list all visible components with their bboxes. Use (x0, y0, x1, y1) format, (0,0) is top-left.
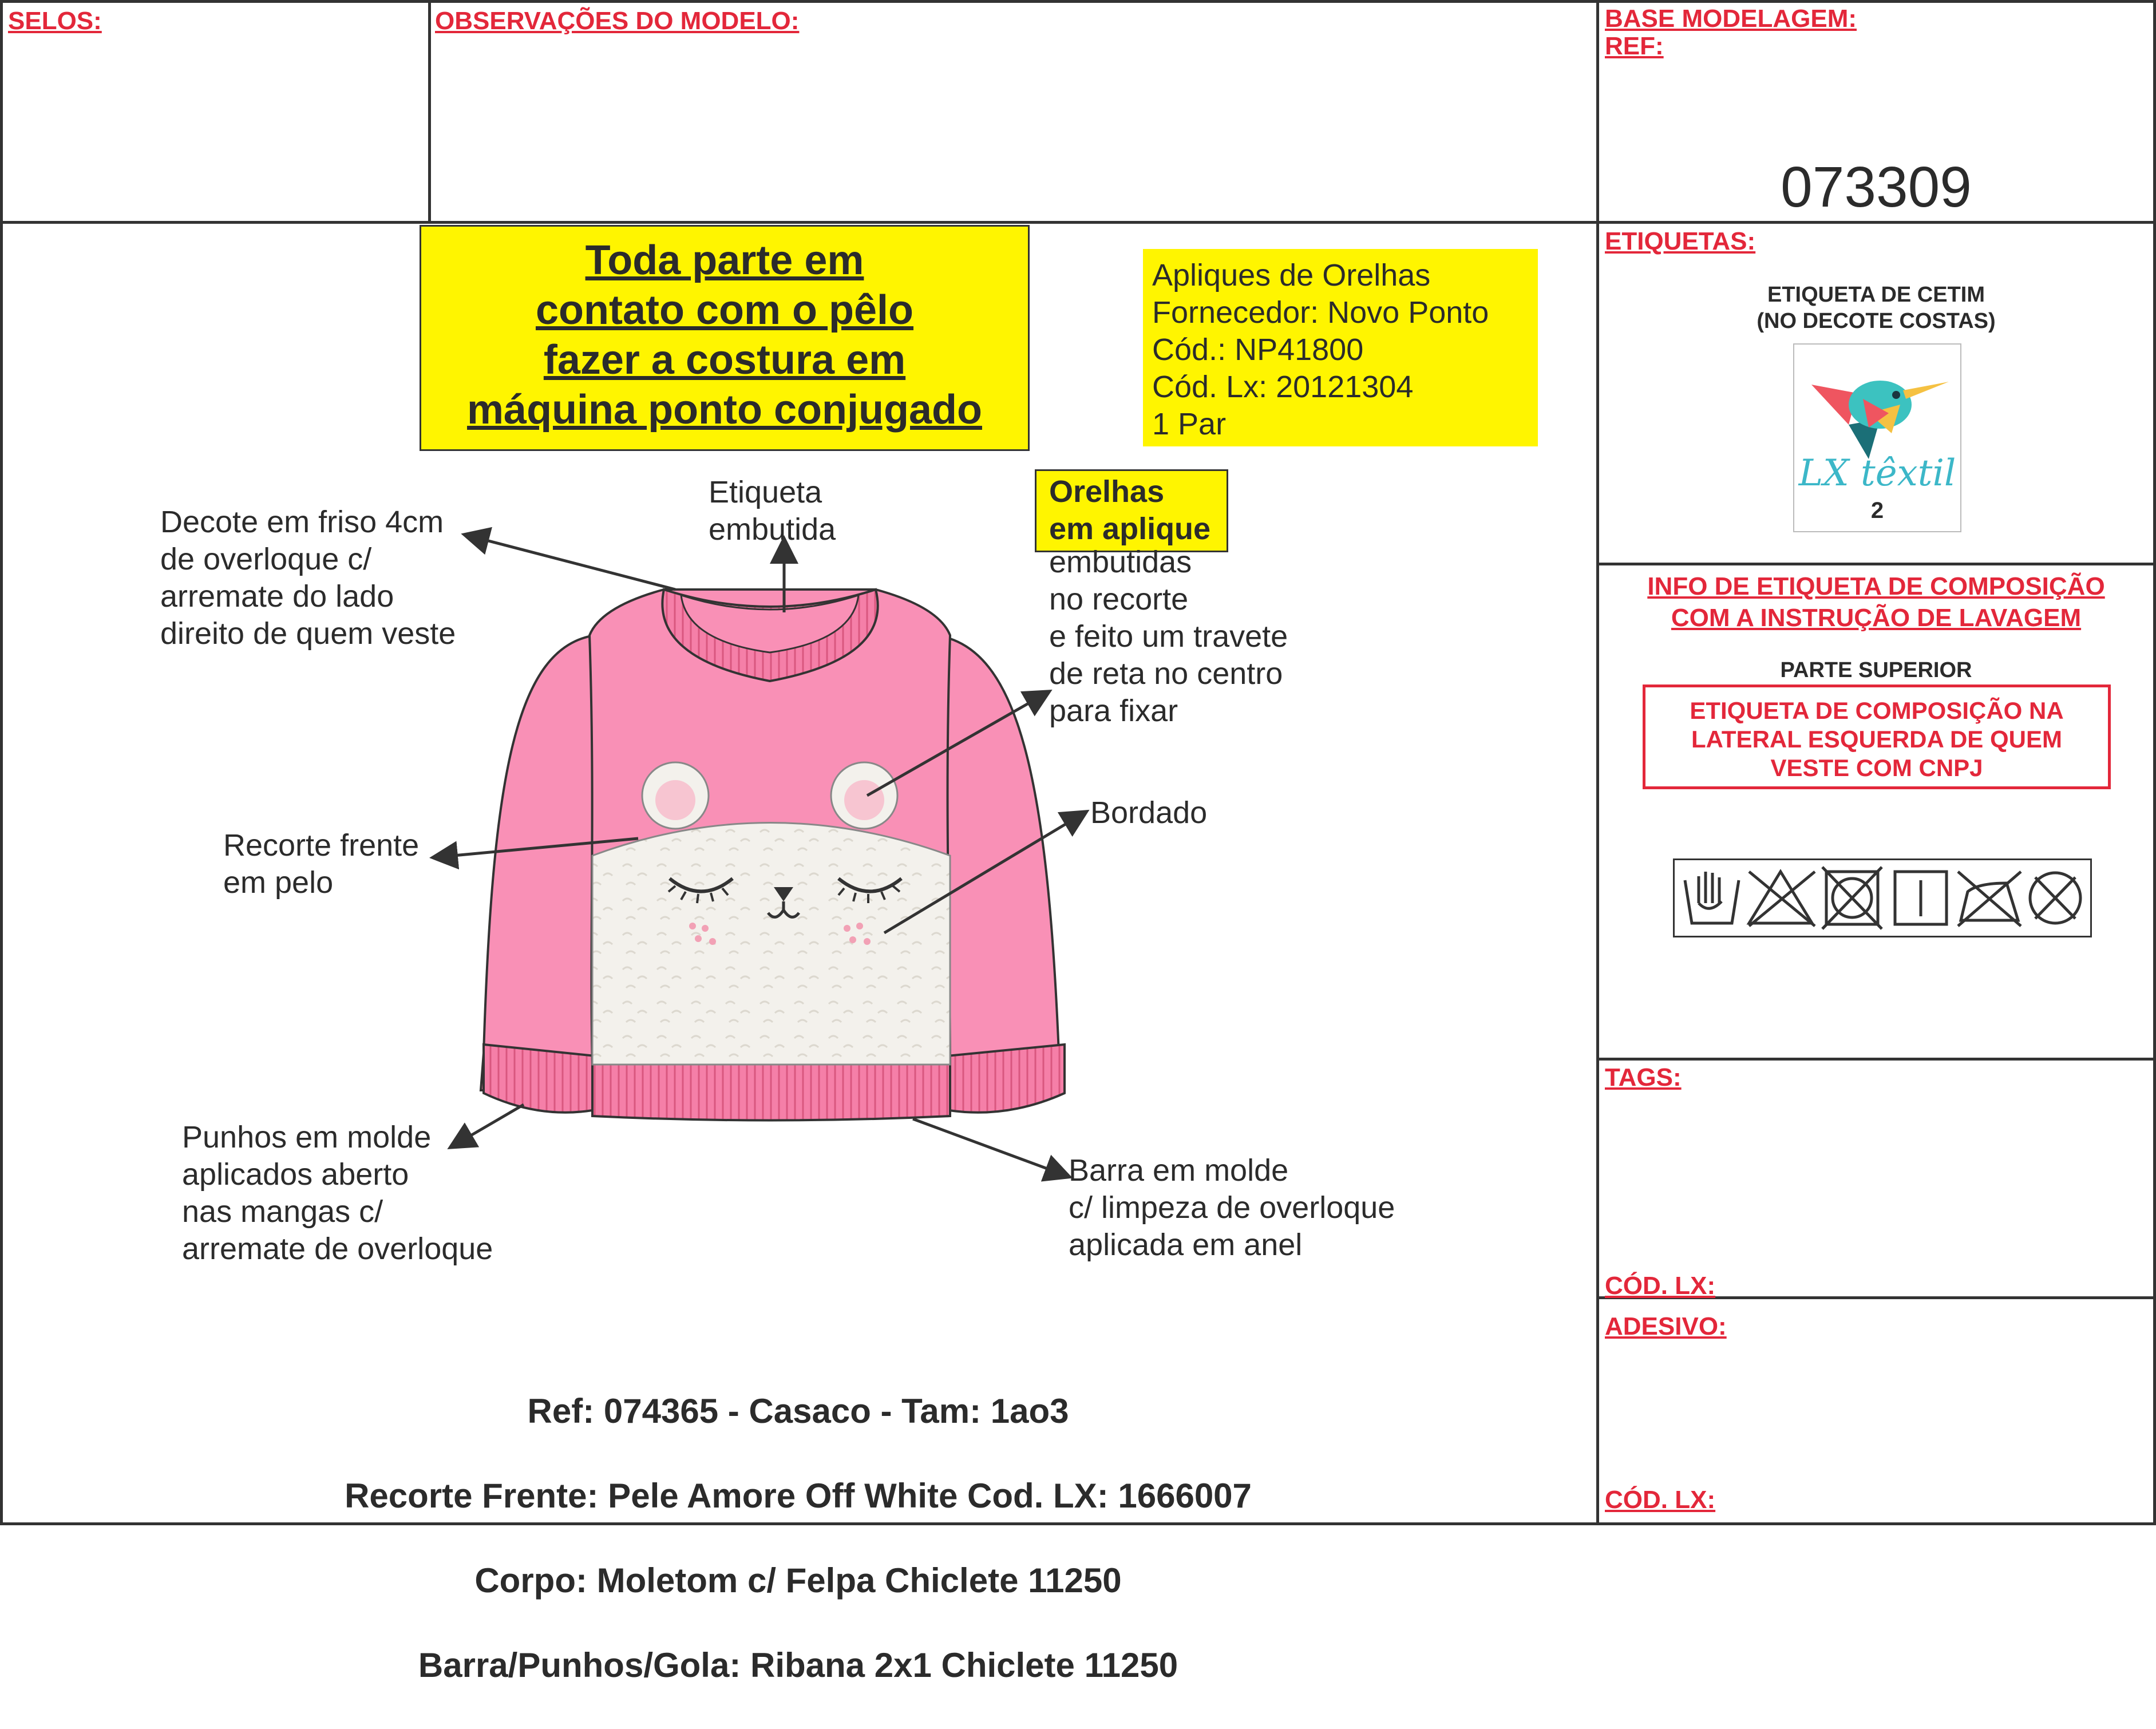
no-bleach-icon (1749, 872, 1815, 926)
hummingbird-logo-icon (1794, 350, 1960, 459)
composicao-text: ETIQUETA DE COMPOSIÇÃO NA LATERAL ESQUERDA DE QUEM VESTE COM CNPJ (1690, 697, 2064, 781)
observacoes-label: OBSERVAÇÕES DO MODELO: (435, 7, 800, 35)
arrow-barra (913, 1119, 1067, 1176)
callout-bordado: Bordado (1090, 796, 1208, 830)
ref-number: 073309 (1781, 155, 1972, 219)
sidebar-rule-1 (1596, 563, 2156, 565)
callout-orelhas: embutidas no recorte e feito um travete de reta no centro para fixar (1049, 545, 1288, 728)
spec-line-corpo: Corpo: Moletom c/ Felpa Chiclete 11250 (474, 1561, 1122, 1600)
brand-logo-text: LX têxtil (1798, 452, 1956, 494)
spec-line-recorte: Recorte Frente: Pele Amore Off White Cod. LX: 1666007 (345, 1477, 1252, 1515)
composicao-box (1643, 685, 2111, 789)
line-dry-icon (1895, 872, 1947, 924)
info-etiqueta-line2: COM A INSTRUÇÃO DE LAVAGEM (1671, 604, 2082, 632)
no-tumble-dry-icon (1822, 867, 1882, 929)
info-etiqueta-line1: INFO DE ETIQUETA DE COMPOSIÇÃO (1647, 572, 2105, 600)
arrow-decote (466, 535, 675, 589)
adesivo-label: ADESIVO: (1605, 1312, 1727, 1340)
ref-label: REF: (1605, 32, 1664, 60)
tech-specs (0, 1348, 1596, 1729)
care-symbols (1673, 858, 2092, 937)
tags-label: TAGS: (1605, 1063, 1682, 1091)
callout-etiqueta-embutida: Etiqueta embutida (709, 475, 836, 547)
spec-line-barra: Barra/Punhos/Gola: Ribana 2x1 Chiclete 11250 (418, 1646, 1178, 1684)
fur-panel (592, 823, 950, 1065)
selos-label: SELOS: (8, 7, 102, 35)
label-number: 2 (1870, 498, 1884, 523)
no-dry-clean-icon (2030, 873, 2080, 923)
callout-recorte-frente: Recorte frente em pelo (223, 828, 420, 900)
etiquetas-label: ETIQUETAS: (1605, 227, 1756, 255)
supplier-text: Apliques de Orelhas Fornecedor: Novo Ponto Cód.: NP41800 Cód. Lx: 20121304 1 Par (1152, 258, 1489, 441)
cod-lx-label-1: CÓD. LX: (1605, 1272, 1716, 1300)
spec-line-ref: Ref: 074365 - Casaco - Tam: 1ao3 (527, 1392, 1069, 1430)
stitch-note-text: Toda parte em contato com o pêlo fazer a costura em máquina ponto conjugado (467, 238, 982, 433)
callout-decote: Decote em friso 4cm de overloque c/ arremate do lado direito de quem veste (160, 505, 456, 651)
cod-lx-label-2: CÓD. LX: (1605, 1486, 1716, 1514)
base-modelagem-label: BASE MODELAGEM: (1605, 5, 1857, 33)
left-cuff (484, 1044, 595, 1113)
parte-superior: PARTE SUPERIOR (1780, 658, 1972, 682)
arrow-punhos (452, 1105, 524, 1146)
right-cuff (947, 1044, 1065, 1113)
ears-highlight-text: Orelhas em aplique (1049, 474, 1211, 546)
hem-band (592, 1062, 950, 1121)
no-iron-icon (1958, 872, 2021, 926)
hand-wash-icon (1685, 872, 1739, 923)
etiqueta-title: ETIQUETA DE CETIM (NO DECOTE COSTAS) (1757, 283, 1996, 333)
callout-punhos: Punhos em molde aplicados aberto nas mangas c/ arremate de overloque (182, 1120, 493, 1266)
brand-label-card (1793, 343, 1961, 532)
callout-barra: Barra em molde c/ limpeza de overloque aplicada em anel (1069, 1153, 1395, 1262)
sidebar-rule-2 (1596, 1058, 2156, 1061)
